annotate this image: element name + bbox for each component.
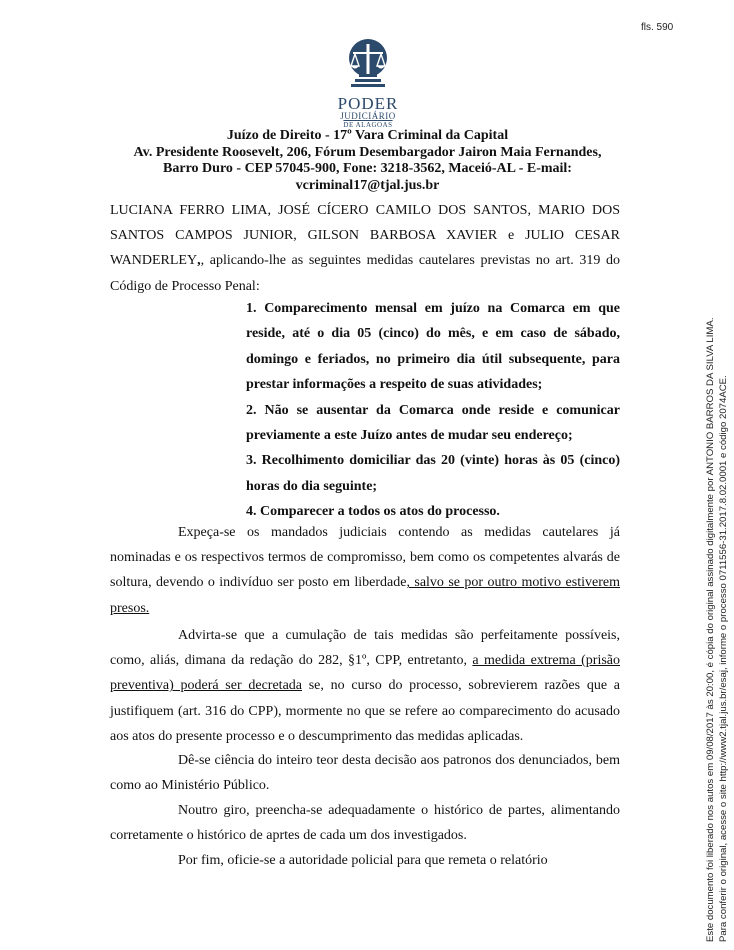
measure-item: 3. Recolhimento domiciliar das 20 (vinte) horas às 05 (cinco) horas do dia seguinte; — [246, 453, 620, 494]
header-court-name: Juízo de Direito - 17º Vara Criminal da Capital — [226, 128, 509, 143]
justice-emblem-icon — [345, 38, 391, 94]
signature-note-line-1: Este documento foi liberado nos autos em 09/08/2017 às 20:00, é cópia do original assinado digitalmente por ANTONIO BARROS DA SILVA LIMA. — [705, 317, 716, 942]
paragraph-fim: Por fim, oficie-se a autoridade policial para que remeta o relatório — [178, 853, 548, 868]
measure-item: 1. Comparecimento mensal em juízo na Comarca em que reside, até o dia 05 (cinco) do mês, e em caso de sábado, domingo e feriados, no primeiro dia útil subsequente, para prestar informações a respeito de suas atividades; — [246, 301, 620, 393]
paragraph-advirta-start: Advirta-se que a cumulação de tais medidas são perfeitamente possíveis, como, aliás, dimana da redação do 282, §1º, CPP, entretanto, — [110, 628, 620, 669]
intro-paragraph: LUCIANA FERRO LIMA, JOSÉ CÍCERO CAMILO DOS SANTOS, MARIO DOS SANTOS CAMPOS JUNIOR, GILSON BARBOSA XAVIER e JULIO CESAR WANDERLEY,, aplicando-lhe as seguintes medidas cautelares previstas no art. 319 do Código de Processo Penal: — [110, 203, 620, 294]
paragraph-expeca-underlined: , salvo se por outro motivo estiverem presos. — [110, 575, 620, 616]
header-address-1: Av. Presidente Roosevelt, 206, Fórum Desembargador Jairon Maia Fernandes, — [133, 144, 602, 160]
paragraph-expeca-main: Expeça-se os mandados judiciais contendo as medidas cautelares já nominadas e os respectivos termos de compromisso, bem como os competentes alvarás de soltura, devendo o indivíduo ser posto em liberdade — [110, 525, 620, 591]
page-number-marker: fls. 590 — [641, 22, 674, 33]
digital-signature-note — [705, 318, 730, 942]
measure-item: 2. Não se ausentar da Comarca onde reside e comunicar previamente a este Juízo antes de mudar seu endereço; — [246, 402, 620, 444]
paragraph-expeca — [110, 520, 620, 621]
measure-item: 4. Comparecer a todos os atos do processo. — [246, 504, 500, 520]
header-email: vcriminal17@tjal.jus.br — [295, 177, 440, 193]
paragraph-ciencia: Dê-se ciência do inteiro teor desta decisão aos patronos dos denunciados, bem como ao Ministério Público. — [110, 753, 620, 794]
measures-list — [246, 296, 620, 525]
intro-paragraph-rest: , aplicando-lhe as seguintes medidas cautelares previstas no art. 319 do Código de Processo Penal: — [110, 253, 620, 294]
paragraph-giro: Noutro giro, preencha-se adequadamente o histórico de partes, alimentando corretamente o histórico de aprtes de cada um dos investigados. — [110, 803, 620, 844]
paragraph-advirta-underlined: a medida extrema (prisão preventiva) poderá ser decretada — [110, 653, 620, 694]
paragraph-advirta — [110, 623, 620, 749]
header-address-2: Barro Duro - CEP 57045-900, Fone: 3218-3562, Maceió-AL - E-mail: — [163, 161, 572, 176]
paragraph-advirta-end: se, no curso do processo, sobrevierem razões que a justifiquem (art. 316 do CPP), mormente no que se refere ao comparecimento do acusado aos atos do presente processo e o descumprimento das medidas aplicadas. — [110, 678, 620, 744]
logo-text-estado: DE ALAGOAS — [343, 121, 393, 129]
logo-text-judiciario: JUDICIÁRIO — [340, 111, 396, 121]
logo-text-poder: PODER — [337, 94, 399, 113]
defendant-names: LUCIANA FERRO LIMA, JOSÉ CÍCERO CAMILO DOS SANTOS, MARIO DOS SANTOS CAMPOS JUNIOR, GILSON BARBOSA XAVIER e JULIO CESAR WANDERLEY — [110, 203, 620, 269]
signature-note-line-2: Para conferir o original, acesse o site http://www2.tjal.jus.br/esaj, informe o processo 0711556-31.2017.8.02.0001 e código 2074ACE. — [717, 375, 729, 942]
court-logo — [330, 38, 406, 129]
court-header — [100, 128, 635, 194]
